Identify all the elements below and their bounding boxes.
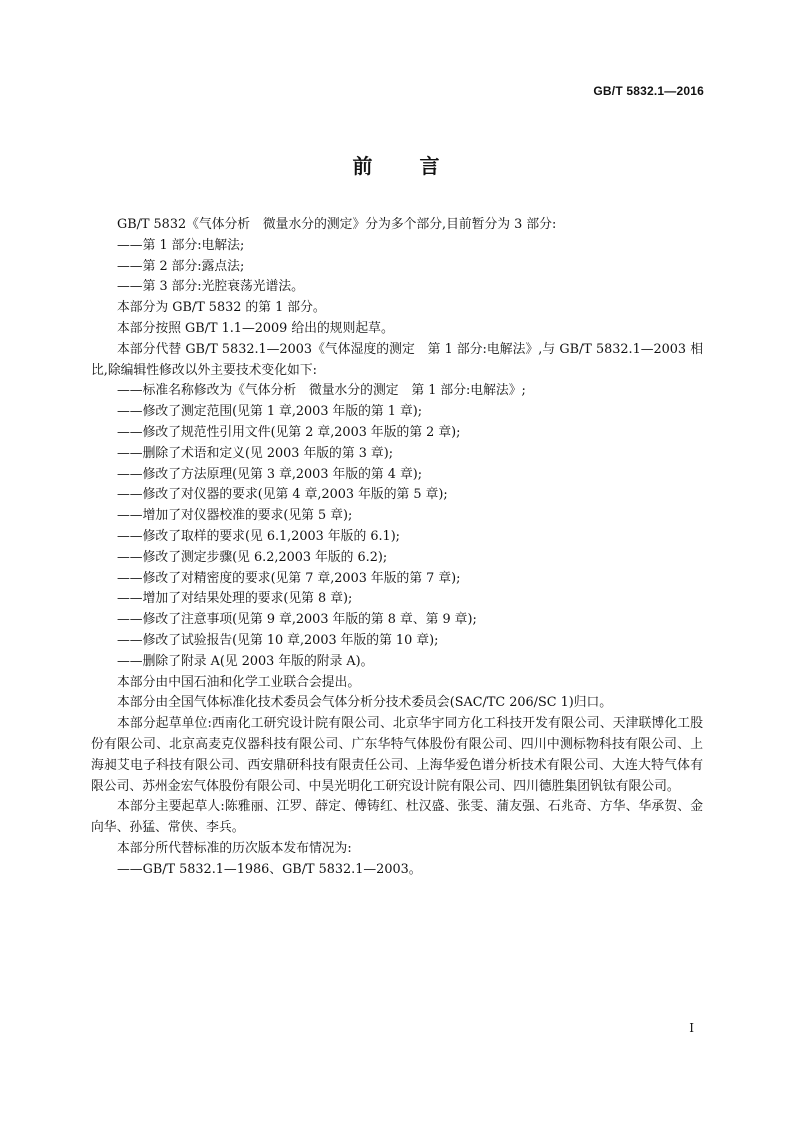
paragraph: 本部分所代替标准的历次版本发布情况为: — [117, 840, 352, 856]
standard-code: GB/T 5832.1—2016 — [593, 84, 704, 98]
list-item: ——删除了术语和定义(见 2003 年版的第 3 章); — [117, 445, 394, 461]
paragraph: 本部分由全国气体标准化技术委员会气体分析分技术委员会(SAC/TC 206/SC 1)归口。 — [117, 695, 613, 711]
list-item: ——删除了附录 A(见 2003 年版的附录 A)。 — [117, 653, 374, 669]
list-item: ——修改了测定范围(见第 1 章,2003 年版的第 1 章); — [117, 404, 423, 420]
list-item: ——修改了对仪器的要求(见第 4 章,2003 年版的第 5 章); — [117, 487, 448, 503]
list-item: ——增加了对仪器校准的要求(见第 5 章); — [117, 508, 353, 524]
paragraph: 本部分由中国石油和化学工业联合会提出。 — [117, 674, 361, 690]
list-item: ——增加了对结果处理的要求(见第 8 章); — [117, 591, 353, 607]
page-number: I — [689, 1021, 694, 1035]
list-item: ——修改了注意事项(见第 9 章,2003 年版的第 8 章、第 9 章); — [117, 612, 477, 628]
list-item: ——GB/T 5832.1—1986、GB/T 5832.1—2003。 — [117, 861, 422, 877]
list-item: ——修改了取样的要求(见 6.1,2003 年版的 6.1); — [117, 528, 400, 544]
paragraph: 本部分按照 GB/T 1.1—2009 给出的规则起草。 — [117, 320, 394, 336]
list-item: ——修改了试验报告(见第 10 章,2003 年版的第 10 章); — [117, 632, 439, 648]
list-item: ——修改了规范性引用文件(见第 2 章,2003 年版的第 2 章); — [117, 424, 461, 440]
list-item: ——修改了对精密度的要求(见第 7 章,2003 年版的第 7 章); — [117, 570, 461, 586]
list-item: ——第 2 部分:露点法; — [117, 258, 245, 274]
paragraph: GB/T 5832《气体分析 微量水分的测定》分为多个部分,目前暂分为 3 部分: — [117, 217, 557, 232]
list-item: ——修改了方法原理(见第 3 章,2003 年版的第 4 章); — [117, 466, 423, 482]
foreword-body — [91, 215, 703, 881]
list-item: ——修改了测定步骤(见 6.2,2003 年版的 6.2); — [117, 549, 388, 565]
paragraph: 本部分为 GB/T 5832 的第 1 部分。 — [117, 300, 326, 316]
paragraph: 本部分起草单位:西南化工研究设计院有限公司、北京华宇同方化工科技开发有限公司、天津联博化工股份有限公司、北京高麦克仪器科技有限公司、广东华特气体股份有限公司、四川中测标物科技有限公司、上海昶艾电子科技有限公司、西安鼎研科技有限责任公司、上海华爱色谱分析技术有限公司、大连大特气体有限公司、苏州金宏气体股份有限公司、中昊光明化工研究设计院有限公司、四川德胜集团钒钛有限公司。 — [91, 716, 703, 794]
list-item: ——第 1 部分:电解法; — [117, 237, 245, 253]
list-item: ——第 3 部分:光腔衰荡光谱法。 — [117, 279, 304, 295]
page-title: 前 言 — [352, 154, 442, 178]
paragraph: 本部分主要起草人:陈雅丽、江罗、薛定、傅铸红、杜汉盛、张雯、蒲友强、石兆奇、方华、华承贺、金向华、孙猛、常侠、李兵。 — [91, 799, 703, 836]
paragraph: 本部分代替 GB/T 5832.1—2003《气体湿度的测定 第 1 部分:电解法》,与 GB/T 5832.1—2003 相比,除编辑性修改以外主要技术变化如下: — [91, 341, 703, 378]
list-item: ——标准名称修改为《气体分析 微量水分的测定 第 1 部分:电解法》; — [117, 383, 526, 399]
